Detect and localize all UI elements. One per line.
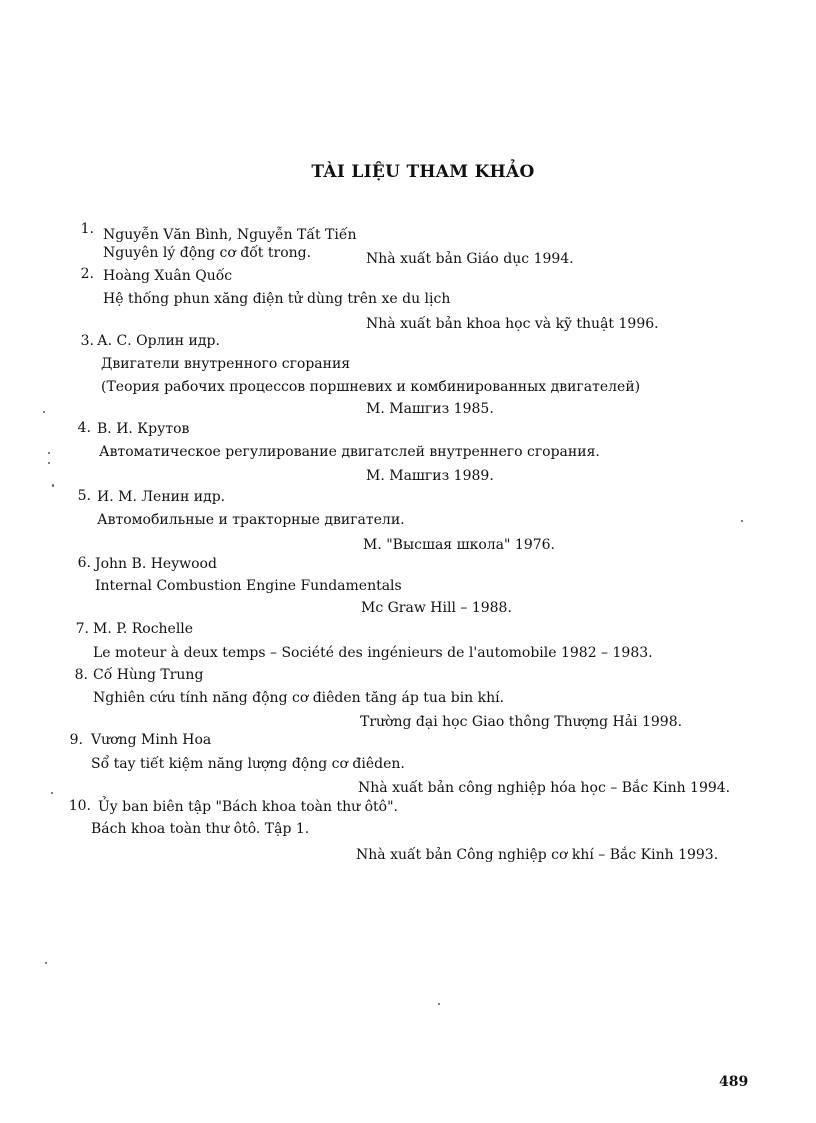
reference-publisher: М. "Высшая школа" 1976. — [363, 537, 555, 553]
reference-publisher: М. Машгиз 1989. — [366, 468, 494, 484]
reference-number: 3. — [80, 333, 94, 349]
reference-publisher: Nhà xuất bản khoa học và kỹ thuật 1996. — [366, 316, 659, 332]
page-title: TÀI LIỆU THAM KHẢO — [311, 162, 535, 182]
reference-number: 10. — [68, 798, 91, 814]
reference-subtitle: (Теория рабочих процессов поршневих и комбинированных двигателей) — [101, 379, 641, 395]
scan-speck — [48, 452, 50, 454]
reference-authors: Vương Minh Hoa — [91, 732, 212, 748]
reference-number: 1. — [80, 221, 94, 237]
reference-work: Sổ tay tiết kiệm năng lượng động cơ điêden. — [91, 756, 405, 772]
reference-work: Hệ thống phun xăng điện tử dùng trên xe du lịch — [103, 291, 451, 307]
reference-work: Двигатели внутренного сгорания — [101, 356, 351, 372]
scan-speck — [51, 792, 53, 794]
reference-work: Автоматическое регулирование двигатслей внутреннего сгорания. — [99, 444, 600, 460]
reference-work: Bách khoa toàn thư ôtô. Tập 1. — [91, 821, 310, 837]
page-number: 489 — [719, 1074, 749, 1090]
reference-authors: И. М. Ленин идр. — [97, 489, 226, 505]
scan-speck — [45, 962, 47, 964]
scan-speck — [438, 1003, 440, 1005]
reference-work: Le moteur à deux temps – Société des ingénieurs de l'automobile 1982 – 1983. — [93, 645, 653, 661]
reference-publisher: Nhà xuất bản Công nghiệp cơ khí – Bắc Kinh 1993. — [356, 847, 719, 863]
reference-work: Internal Combustion Engine Fundamentals — [95, 578, 402, 594]
reference-publisher: Mc Graw Hill – 1988. — [361, 600, 512, 616]
reference-number: 8. — [74, 667, 88, 683]
scan-speck — [48, 462, 50, 464]
scan-speck — [43, 411, 45, 413]
reference-number: 4. — [77, 420, 91, 436]
reference-publisher: М. Машгиз 1985. — [366, 401, 494, 417]
reference-authors: M. P. Rochelle — [93, 621, 194, 637]
reference-work: Автомобильные и тракторные двигатели. — [97, 512, 405, 528]
reference-number: 2. — [80, 266, 94, 282]
reference-publisher: Nhà xuất bản Giáo dục 1994. — [366, 251, 574, 267]
reference-authors: John B. Heywood — [95, 556, 217, 572]
reference-authors: Nguyễn Văn Bình, Nguyễn Tất Tiến — [103, 227, 357, 243]
reference-publisher: Trường đại học Giao thông Thượng Hải 1998. — [360, 714, 683, 730]
reference-number: 6. — [77, 555, 91, 571]
scan-speck — [741, 520, 743, 522]
reference-work: Nguyên lý động cơ đốt trong. — [103, 245, 312, 261]
reference-authors: В. И. Крутов — [97, 421, 190, 437]
reference-publisher: Nhà xuất bản công nghiệp hóa học – Bắc Kinh 1994. — [358, 780, 731, 796]
reference-number: 5. — [77, 488, 91, 504]
reference-authors: А. С. Орлин идр. — [97, 333, 220, 349]
reference-number: 7. — [75, 621, 89, 637]
reference-number: 9. — [69, 732, 83, 748]
reference-authors: Ủy ban biên tập "Bách khoa toàn thư ôtô". — [98, 799, 398, 815]
reference-authors: Cố Hùng Trung — [93, 667, 204, 683]
reference-authors: Hoàng Xuân Quốc — [103, 268, 233, 284]
reference-work: Nghiên cứu tính năng động cơ điêden tăng áp tua bin khí. — [93, 690, 505, 706]
scan-speck — [52, 484, 54, 487]
